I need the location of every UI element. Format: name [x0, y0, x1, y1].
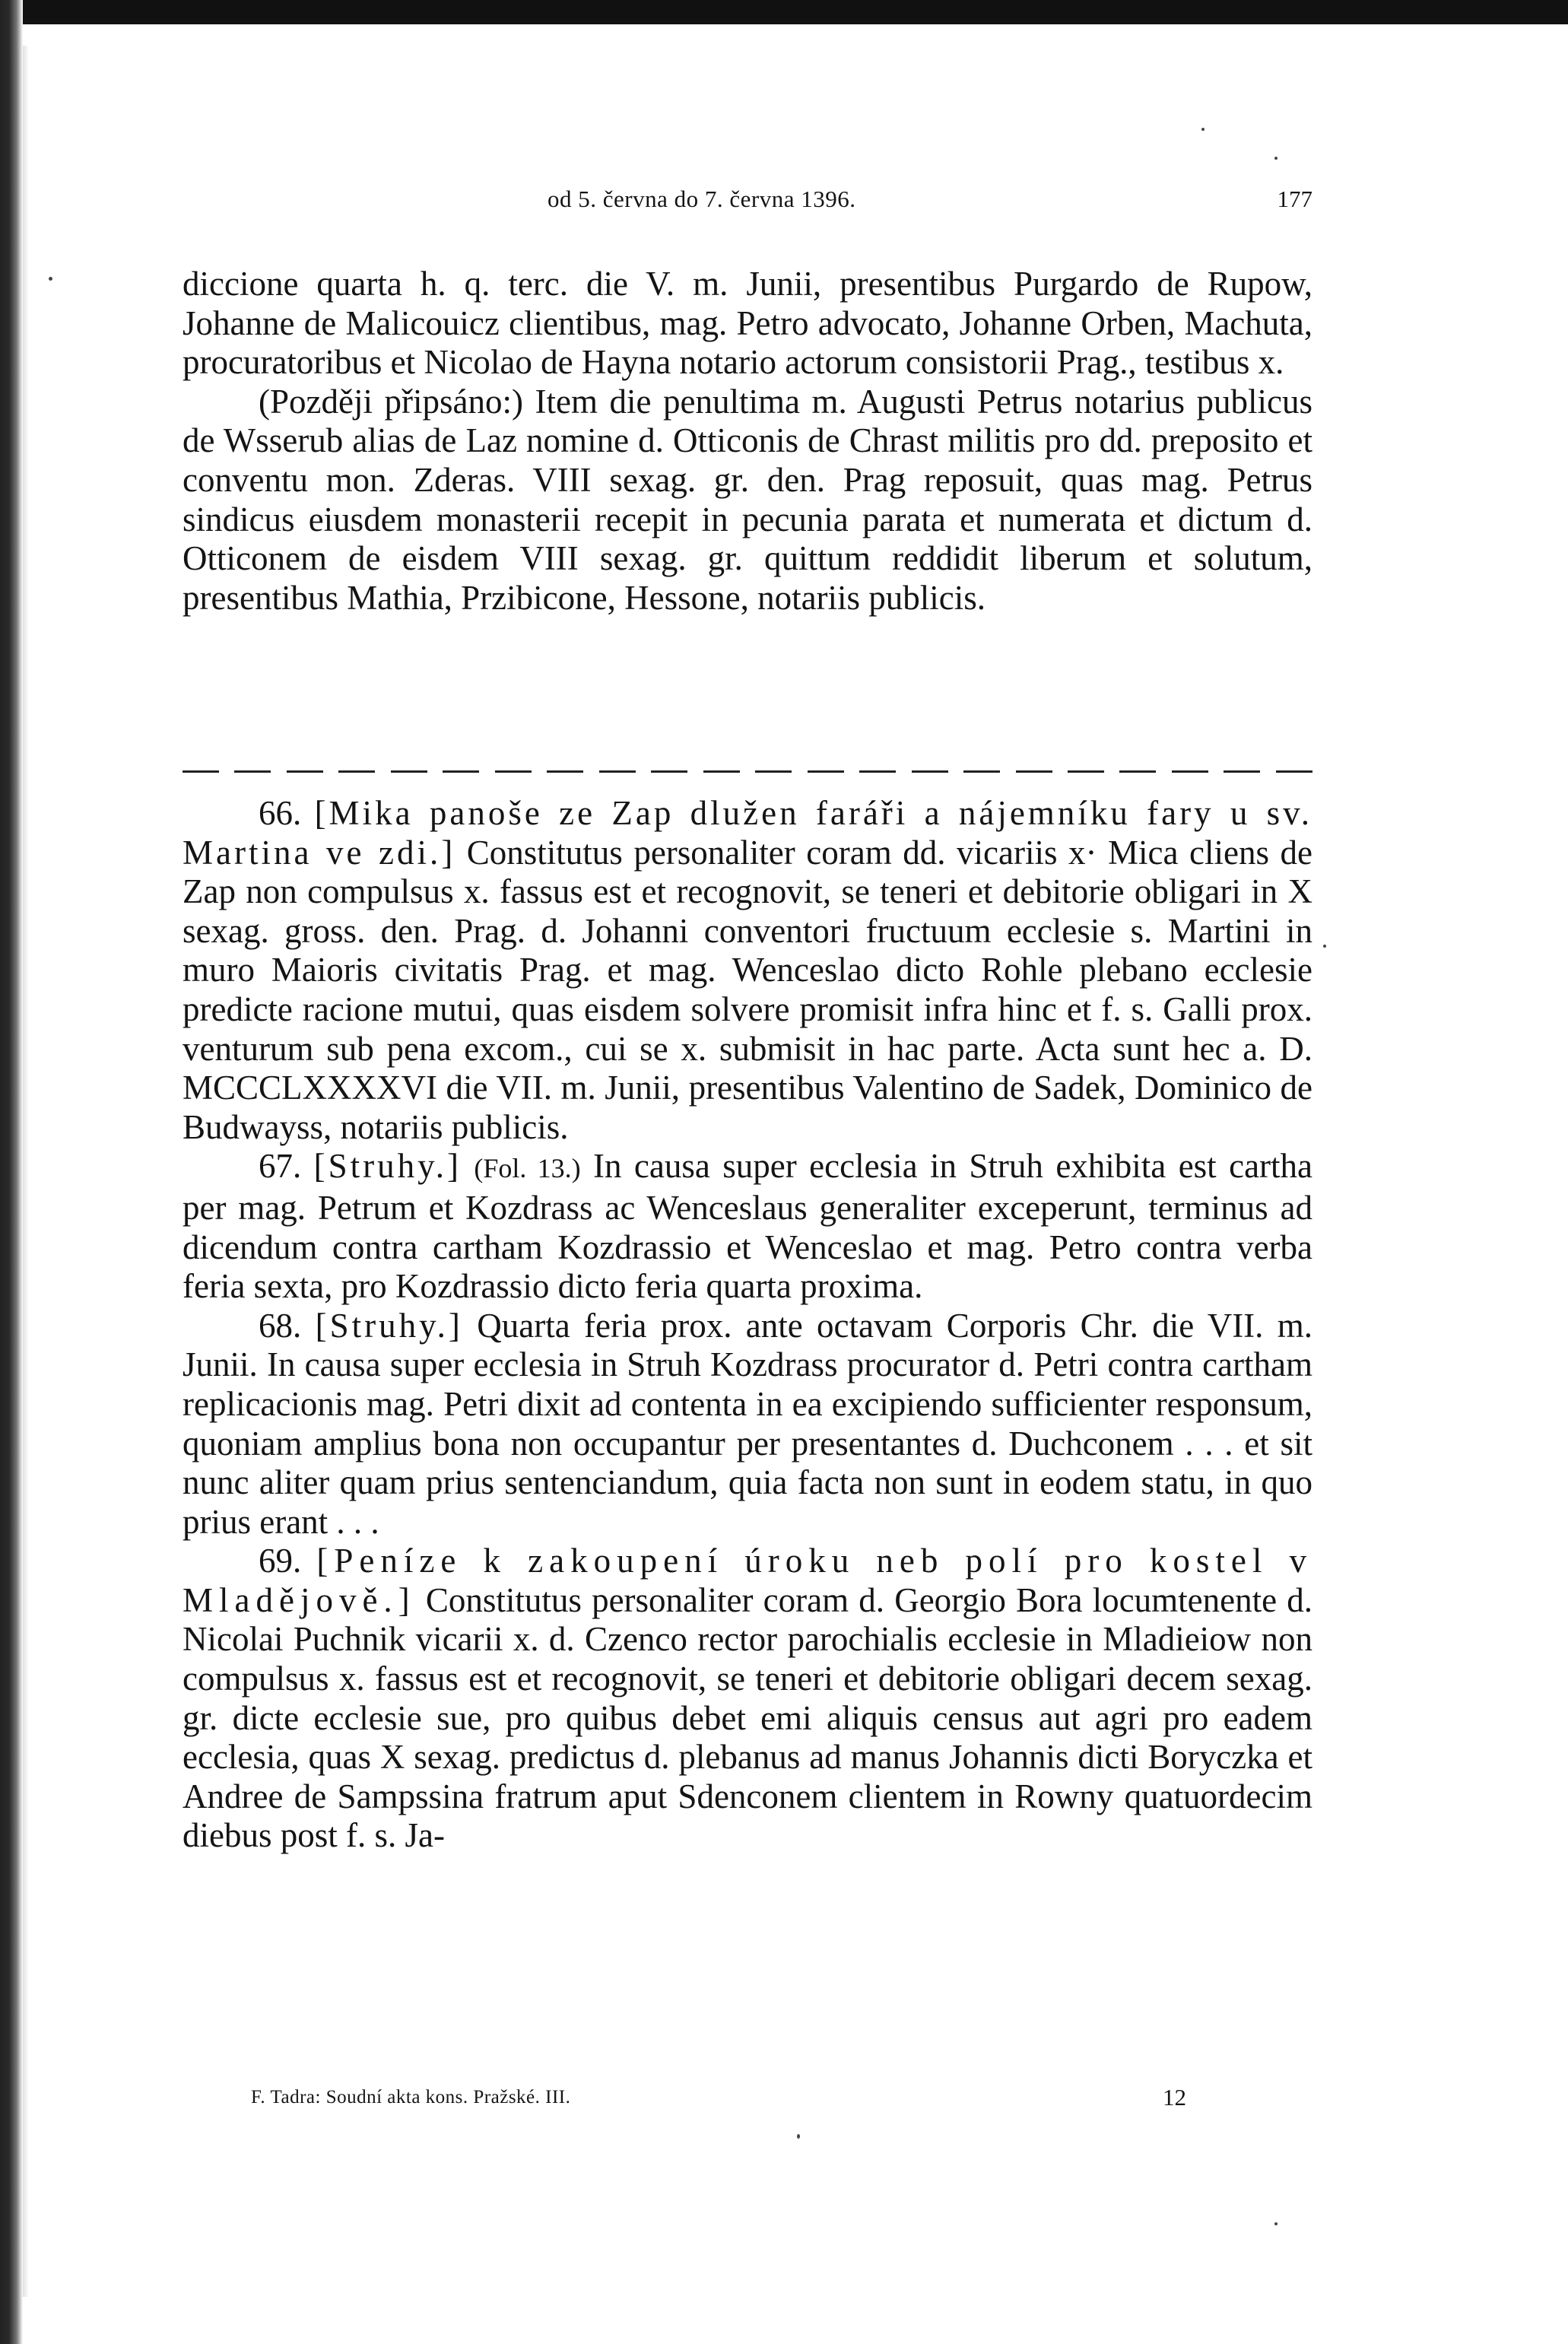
entry-68	[183, 1307, 1312, 1542]
scan-speck	[1323, 945, 1326, 948]
entry-number: 67.	[259, 1147, 302, 1186]
entry-heading: [Peníze k zakoupení úroku neb polí pro kostel v Mladějově.]	[183, 1542, 1313, 1619]
scan-speck	[1201, 128, 1205, 131]
intro-block	[183, 265, 1312, 618]
entry-text: Constitutus personaliter coram d. Georgio Bora locumtenente d. Nicolai Puchnik vicarii x. d. Czenco rector parochialis ecclesie in Mladieiow non compulsus x. fassus est et recognovit, se teneri et debitorie obligari decem sexag. gr. dicte ecclesie sue, pro quibus debet emi aliquis census aut agri pro eadem ecclesia, quas X sexag. predictus d. plebanus ad manus Johannis dicti Boryczka et Andree de Sampssina fratrum aput Sdenconem clientem in Rowny quatuordecim diebus post f. s. Ja-	[183, 1580, 1313, 1855]
later-addition-paragraph: (Později připsáno:) Item die penultima m. Augusti Petrus notarius publicus de Wsserub alias de Laz nomine d. Otticonis de Chrast militis pro dd. preposito et conventu mon. Zderas. VIII sexag. gr. den. Prag reposuit, quas mag. Petrus sindicus eiusdem monasterii recepit in pecunia parata et numerata et dictum d. Otticonem de eisdem VIII sexag. gr. quittum reddidit liberum et solutum, presentibus Mathia, Przibicone, Hessone, notariis publicis.	[183, 382, 1312, 617]
entry-66	[183, 794, 1312, 1147]
scan-speck	[1274, 2222, 1278, 2225]
entry-heading: [Struhy.]	[315, 1306, 463, 1345]
entry-heading: [Mika panoše ze Zap dlužen faráři a nájemníku fary u sv. Martina ve zdi.]	[183, 794, 1313, 872]
scan-speck	[49, 277, 52, 281]
scan-top-border	[0, 0, 1568, 24]
page-header	[183, 186, 1312, 219]
entry-text: Constitutus personaliter coram dd. vicariis x· Mica cliens de Zap non compulsus x. fassus est et recognovit, se teneri et debitorie obligari in X sexag. gross. den. Prag. d. Johanni conventori fructuum ecclesie s. Martini in muro Maioris civitatis Prag. et mag. Wenceslao dicto Rohle plebano ecclesie predicte racione mutui, quas eisdem solvere promisit infra hinc et f. s. Galli prox. venturum sub pena excom., cui se x. submisit in hac parte. Acta sunt hec a. D. MCCCLXXXXVI die VII. m. Junii, presentibus Valentino de Sadek, Dominico de Budwayss, notariis publicis.	[183, 833, 1312, 1146]
scan-speck	[1274, 157, 1278, 160]
page-footer	[251, 2084, 1186, 2117]
scan-left-edge	[0, 0, 23, 2344]
folio-marker: (Fol. 13.)	[474, 1153, 581, 1184]
entry-69	[183, 1542, 1312, 1856]
entry-text: In causa super ecclesia in Struh exhibita est cartha per mag. Petrum et Kozdrass ac Wenceslaus generaliter exceperunt, terminus ad dicendum contra cartham Kozdrassio et Wenceslao et mag. Petro contra verba feria sexta, pro Kozdrassio dicto feria quarta proxima.	[183, 1147, 1313, 1306]
entry-heading: [Struhy.]	[313, 1147, 462, 1186]
entry-67	[183, 1147, 1312, 1306]
entry-number: 68.	[259, 1306, 302, 1345]
entry-number: 69.	[259, 1542, 302, 1580]
scan-speck	[797, 2134, 800, 2139]
running-title: od 5. června do 7. června 1396.	[548, 186, 856, 212]
intro-paragraph: diccione quarta h. q. terc. die V. m. Junii, presentibus Purgardo de Rupow, Johanne de Malicouicz clientibus, mag. Petro advocato, Johanne Orben, Machuta, procuratoribus et Nicolao de Hayna notario actorum consistorii Prag., testibus x.	[183, 265, 1312, 382]
entry-text: Quarta feria prox. ante octavam Corporis Chr. die VII. m. Junii. In causa super ecclesia in Struh Kozdrass procurator d. Petri contra cartham replicacionis mag. Petri dixit ad contenta in ea excipiendo sufficienter responsum, quoniam amplius bona non occupantur per presentantes d. Duchconem . . . et sit nunc aliter quam prius sentenciandum, quia facta non sunt in eodem statu, in quo prius erant . . .	[183, 1306, 1312, 1541]
source-citation: F. Tadra: Soudní akta kons. Pražské. III.	[251, 2087, 571, 2107]
printer-signature: 12	[1163, 2084, 1186, 2111]
scan-gutter-shadow	[23, 46, 29, 2297]
entries-block	[183, 794, 1312, 1856]
section-separator	[183, 765, 1312, 777]
entry-number: 66.	[259, 794, 302, 832]
page-number: 177	[1277, 186, 1312, 212]
